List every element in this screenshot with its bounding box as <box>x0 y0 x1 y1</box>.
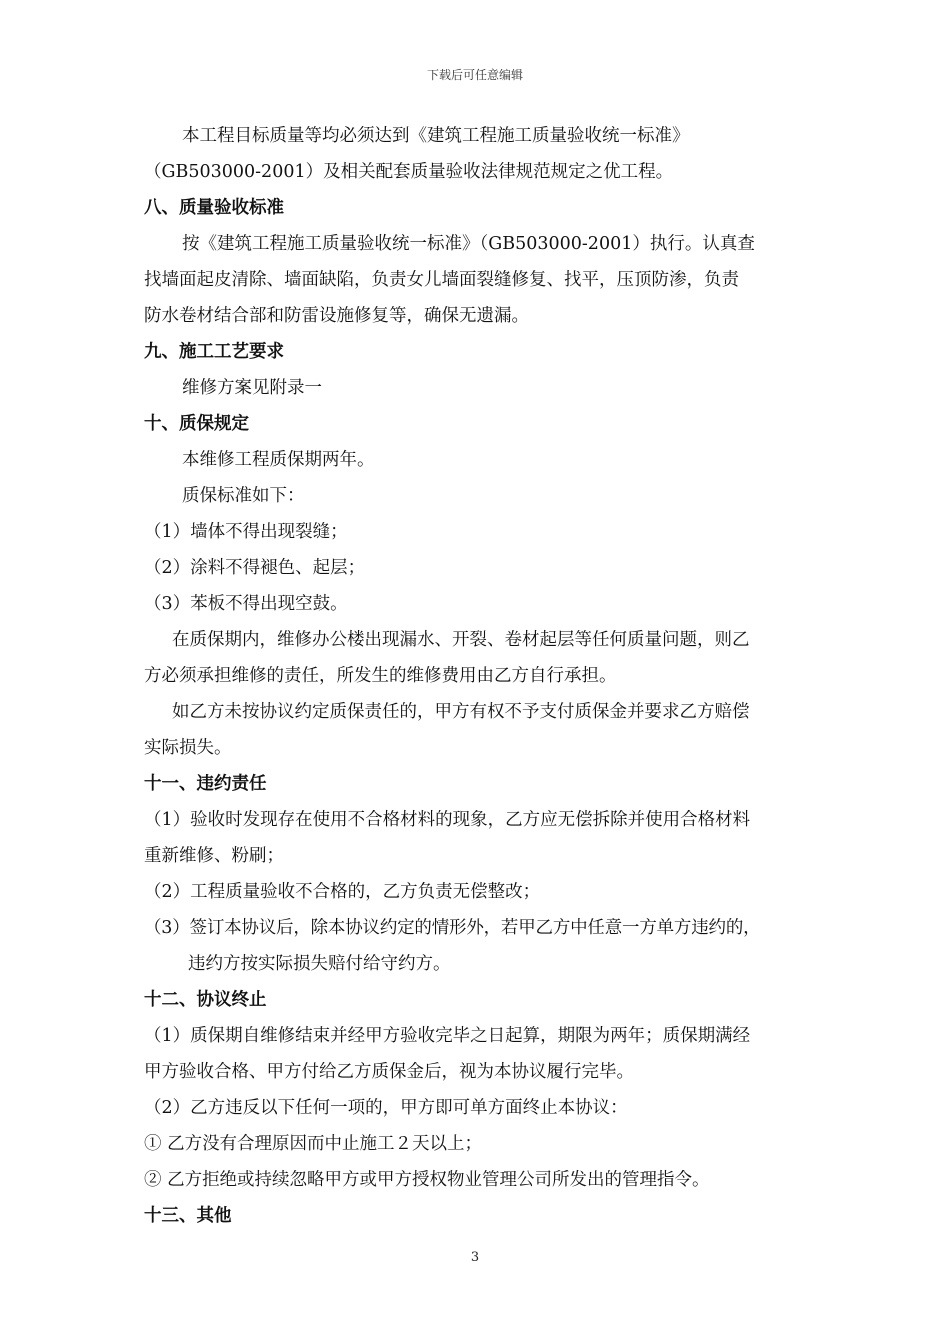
paragraph-line: 找墙面起皮清除、墙面缺陷，负责女儿墙面裂缝修复、找平，压顶防渗，负责 <box>144 270 739 290</box>
paragraph-line: 甲方验收合格、甲方付给乙方质保金后，视为本协议履行完毕。 <box>144 1062 634 1082</box>
paragraph-line: ② 乙方拒绝或持续忽略甲方或甲方授权物业管理公司所发出的管理指令。 <box>144 1170 710 1190</box>
paragraph-line: 重新维修、粉刷； <box>144 846 284 866</box>
paragraph-line: 方必须承担维修的责任，所发生的维修费用由乙方自行承担。 <box>144 666 617 686</box>
section-heading: 十、质保规定 <box>144 414 249 434</box>
paragraph-line: （2）工程质量验收不合格的，乙方负责无偿整改； <box>144 882 541 902</box>
paragraph-line: （1）验收时发现存在使用不合格材料的现象，乙方应无偿拆除并使用合格材料 <box>144 810 751 830</box>
section-heading: 十二、协议终止 <box>144 990 267 1010</box>
paragraph-line: 实际损失。 <box>144 738 232 758</box>
paragraph-line: 本维修工程质保期两年。 <box>182 450 375 470</box>
paragraph-line: ① 乙方没有合理原因而中止施工２天以上； <box>144 1134 483 1154</box>
paragraph-line: 防水卷材结合部和防雷设施修复等，确保无遗漏。 <box>144 306 529 326</box>
paragraph-line: 如乙方未按协议约定质保责任的，甲方有权不予支付质保金并要求乙方赔偿 <box>172 702 750 722</box>
paragraph-line: （3）苯板不得出现空鼓。 <box>144 594 348 614</box>
page-header-note: 下载后可任意编辑 <box>426 68 523 82</box>
paragraph-line: 质保标准如下： <box>182 486 305 506</box>
paragraph-line: （2）乙方违反以下任何一项的，甲方即可单方面终止本协议： <box>144 1098 628 1118</box>
paragraph-line: 按《建筑工程施工质量验收统一标准》（GB503000-2001）执行。认真查 <box>182 234 755 254</box>
section-heading: 十一、违约责任 <box>144 774 267 794</box>
paragraph-line: 违约方按实际损失赔付给守约方。 <box>188 954 451 974</box>
paragraph-line: 本工程目标质量等均必须达到《建筑工程施工质量验收统一标准》 <box>182 126 690 146</box>
paragraph-line: （GB503000-2001）及相关配套质量验收法律规范规定之优工程。 <box>144 162 674 182</box>
section-heading: 九、施工工艺要求 <box>144 342 284 362</box>
section-heading: 八、质量验收标准 <box>144 198 284 218</box>
paragraph-line: 在质保期内，维修办公楼出现漏水、开裂、卷材起层等任何质量问题，则乙 <box>172 630 750 650</box>
paragraph-line: （1）质保期自维修结束并经甲方验收完毕之日起算，期限为两年；质保期满经 <box>144 1026 751 1046</box>
paragraph-line: （1）墙体不得出现裂缝； <box>144 522 348 542</box>
paragraph-line: 维修方案见附录一 <box>182 378 322 398</box>
document-body <box>144 118 820 1234</box>
paragraph-line: （2）涂料不得褪色、起层； <box>144 558 366 578</box>
paragraph-line: （3）签订本协议后，除本协议约定的情形外，若甲乙方中任意一方单方违约的， <box>144 918 761 938</box>
page-number: 3 <box>470 1250 480 1265</box>
section-heading: 十三、其他 <box>144 1206 232 1226</box>
